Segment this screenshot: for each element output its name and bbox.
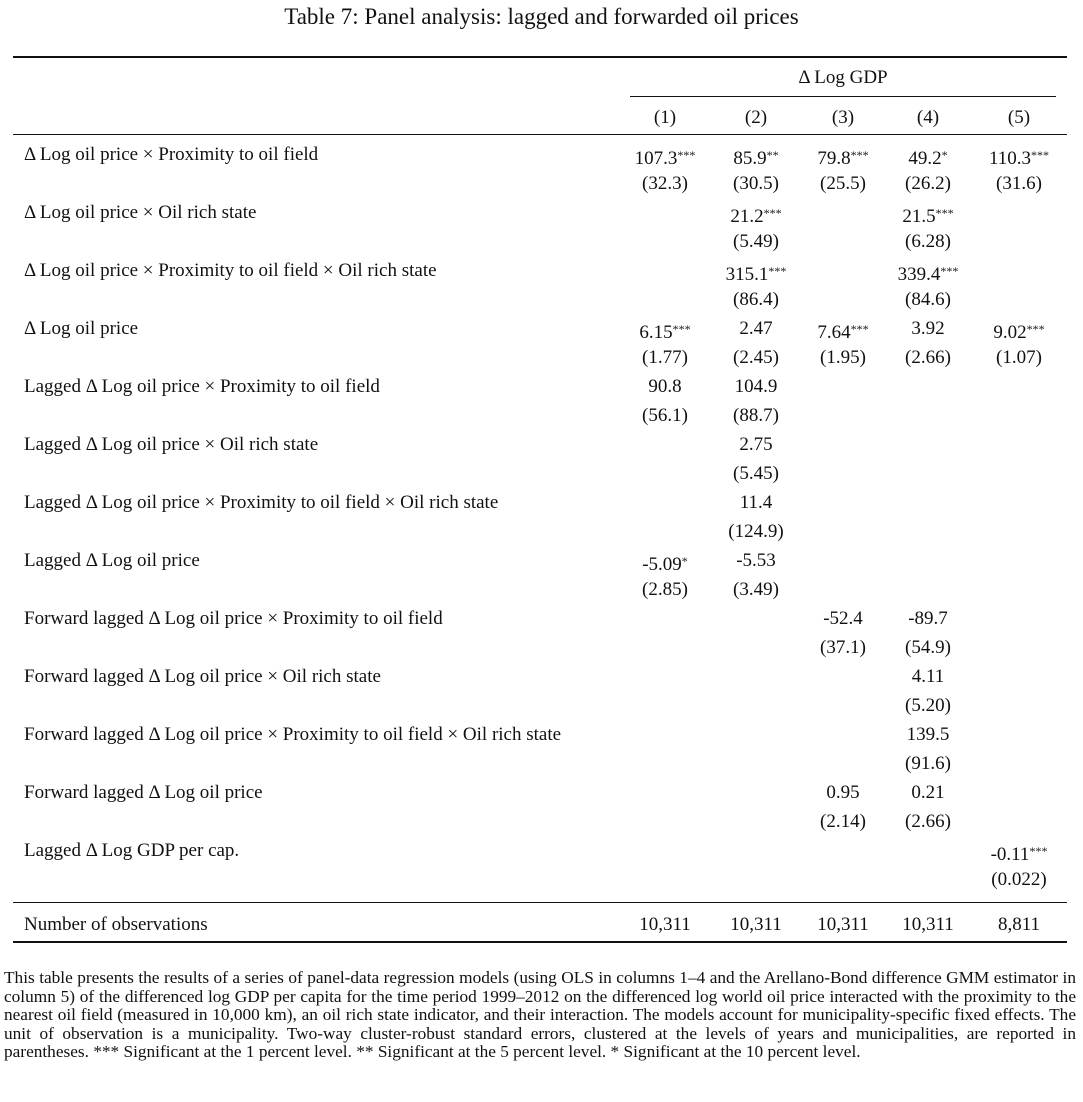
coefficient-cell: 315.1*** bbox=[725, 264, 787, 285]
coefficient-cell: 0.95 bbox=[826, 782, 860, 803]
standard-error-cell: (124.9) bbox=[728, 521, 784, 542]
row-label: Lagged Δ Log GDP per cap. bbox=[24, 840, 240, 861]
standard-error-cell: (2.45) bbox=[733, 347, 779, 368]
coefficient-row bbox=[0, 138, 1083, 167]
standard-error-cell: (25.5) bbox=[820, 173, 866, 194]
coefficient-row bbox=[0, 544, 1083, 573]
header-rule bbox=[13, 134, 1067, 135]
standard-error-row bbox=[0, 631, 1083, 660]
standard-error-row bbox=[0, 283, 1083, 312]
row-label: Forward lagged Δ Log oil price × Proximity to oil field × Oil rich state bbox=[24, 724, 562, 745]
coefficient-row bbox=[0, 776, 1083, 805]
standard-error-cell: (88.7) bbox=[733, 405, 779, 426]
column-header-5: (5) bbox=[1007, 107, 1031, 128]
coefficient-cell: -52.4 bbox=[823, 608, 863, 629]
standard-error-cell: (37.1) bbox=[820, 637, 866, 658]
standard-error-cell: (31.6) bbox=[996, 173, 1042, 194]
coefficient-cell: -0.11*** bbox=[990, 844, 1048, 865]
observations-value: 10,311 bbox=[817, 914, 869, 935]
coefficient-row bbox=[0, 196, 1083, 225]
standard-error-cell: (54.9) bbox=[905, 637, 951, 658]
standard-error-cell: (32.3) bbox=[642, 173, 688, 194]
standard-error-cell: (26.2) bbox=[905, 173, 951, 194]
row-label: Lagged Δ Log oil price × Proximity to oil field bbox=[24, 376, 380, 397]
row-label: Lagged Δ Log oil price × Oil rich state bbox=[24, 434, 319, 455]
coefficient-row bbox=[0, 312, 1083, 341]
standard-error-cell: (2.85) bbox=[642, 579, 688, 600]
standard-error-row bbox=[0, 457, 1083, 486]
coefficient-cell: 104.9 bbox=[734, 376, 778, 397]
coefficient-cell: 3.92 bbox=[911, 318, 945, 339]
row-label: Δ Log oil price × Proximity to oil field bbox=[24, 144, 319, 165]
coefficient-cell: 85.9** bbox=[733, 148, 779, 169]
coefficient-cell: 110.3*** bbox=[988, 148, 1050, 169]
standard-error-cell: (1.07) bbox=[996, 347, 1042, 368]
mid-rule bbox=[13, 902, 1067, 903]
coefficient-cell: 2.75 bbox=[739, 434, 773, 455]
coefficient-row bbox=[0, 370, 1083, 399]
coefficient-cell: 139.5 bbox=[906, 724, 950, 745]
coefficient-cell: 7.64*** bbox=[817, 322, 869, 343]
standard-error-row bbox=[0, 863, 1083, 892]
coefficient-cell: 21.2*** bbox=[730, 206, 782, 227]
standard-error-cell: (86.4) bbox=[733, 289, 779, 310]
coefficient-row bbox=[0, 834, 1083, 863]
coefficient-cell: 9.02*** bbox=[993, 322, 1045, 343]
coefficient-cell: 4.11 bbox=[911, 666, 945, 687]
standard-error-row bbox=[0, 225, 1083, 254]
coefficient-row bbox=[0, 602, 1083, 631]
table-caption: Table 7: Panel analysis: lagged and forwarded oil prices bbox=[284, 4, 799, 29]
table-body bbox=[0, 138, 1083, 892]
standard-error-row bbox=[0, 805, 1083, 834]
row-label: Δ Log oil price bbox=[24, 318, 139, 339]
observations-value: 10,311 bbox=[902, 914, 954, 935]
standard-error-row bbox=[0, 747, 1083, 776]
observations-value: 8,811 bbox=[997, 914, 1041, 935]
coefficient-cell: 21.5*** bbox=[902, 206, 954, 227]
coefficient-cell: 0.21 bbox=[911, 782, 945, 803]
row-label: Lagged Δ Log oil price × Proximity to oil field × Oil rich state bbox=[24, 492, 499, 513]
coefficient-cell: 107.3*** bbox=[634, 148, 696, 169]
standard-error-cell: (5.49) bbox=[733, 231, 779, 252]
coefficient-row bbox=[0, 254, 1083, 283]
coefficient-cell: -5.53 bbox=[736, 550, 776, 571]
observations-value: 10,311 bbox=[730, 914, 782, 935]
header-cmidrule bbox=[630, 96, 1056, 97]
table-notes: This table presents the results of a series of panel-data regression models (using OLS in columns 1–4 and the Arellano-Bond difference GMM estimator in column 5) of the differenced log GDP per capita for the time period 1999–2012 on the differenced log world oil price interacted with the proximity to the nearest oil field (measured in 10,000 km), an oil rich state indicator, and their interaction. The models account for municipality-specific fixed effects. The unit of observation is a municipality. Two-way cluster-robust standard errors, clustered at the levels of years and municipalities, are reported in parentheses. *** Significant at the 1 percent level. ** Significant at the 5 percent level. * Significant at the 10 percent level. bbox=[4, 968, 1076, 1061]
standard-error-cell: (56.1) bbox=[642, 405, 688, 426]
standard-error-cell: (5.20) bbox=[905, 695, 951, 716]
standard-error-cell: (1.77) bbox=[642, 347, 688, 368]
observations-value: 10,311 bbox=[639, 914, 691, 935]
coefficient-cell: 2.47 bbox=[739, 318, 773, 339]
coefficient-row bbox=[0, 428, 1083, 457]
standard-error-row bbox=[0, 399, 1083, 428]
coefficient-cell: 90.8 bbox=[648, 376, 682, 397]
standard-error-cell: (91.6) bbox=[905, 753, 951, 774]
column-header-3: (3) bbox=[831, 107, 855, 128]
dependent-variable-header: Δ Log GDP bbox=[798, 67, 888, 88]
row-label: Δ Log oil price × Proximity to oil field × Oil rich state bbox=[24, 260, 437, 281]
standard-error-cell: (30.5) bbox=[733, 173, 779, 194]
coefficient-cell: 6.15*** bbox=[639, 322, 691, 343]
standard-error-cell: (5.45) bbox=[733, 463, 779, 484]
standard-error-row bbox=[0, 167, 1083, 196]
coefficient-row bbox=[0, 486, 1083, 515]
row-label: Forward lagged Δ Log oil price bbox=[24, 782, 263, 803]
standard-error-cell: (1.95) bbox=[820, 347, 866, 368]
coefficient-cell: -89.7 bbox=[908, 608, 948, 629]
standard-error-row bbox=[0, 573, 1083, 602]
standard-error-cell: (2.66) bbox=[905, 811, 951, 832]
row-label: Forward lagged Δ Log oil price × Oil rich state bbox=[24, 666, 381, 687]
row-label: Forward lagged Δ Log oil price × Proximity to oil field bbox=[24, 608, 443, 629]
standard-error-row bbox=[0, 515, 1083, 544]
coefficient-cell: 49.2* bbox=[908, 148, 948, 169]
standard-error-cell: (0.022) bbox=[991, 869, 1047, 890]
row-label: Δ Log oil price × Oil rich state bbox=[24, 202, 257, 223]
row-label: Lagged Δ Log oil price bbox=[24, 550, 200, 571]
coefficient-cell: 79.8*** bbox=[817, 148, 869, 169]
coefficient-row bbox=[0, 718, 1083, 747]
column-header-1: (1) bbox=[653, 107, 677, 128]
observations-label: Number of observations bbox=[24, 914, 208, 935]
standard-error-row bbox=[0, 689, 1083, 718]
standard-error-cell: (2.66) bbox=[905, 347, 951, 368]
standard-error-cell: (3.49) bbox=[733, 579, 779, 600]
coefficient-row bbox=[0, 660, 1083, 689]
top-rule bbox=[13, 56, 1067, 58]
bottom-rule bbox=[13, 941, 1067, 943]
standard-error-cell: (84.6) bbox=[905, 289, 951, 310]
standard-error-cell: (6.28) bbox=[905, 231, 951, 252]
coefficient-cell: 11.4 bbox=[739, 492, 773, 513]
column-header-2: (2) bbox=[744, 107, 768, 128]
column-header-4: (4) bbox=[916, 107, 940, 128]
standard-error-cell: (2.14) bbox=[820, 811, 866, 832]
coefficient-cell: 339.4*** bbox=[897, 264, 959, 285]
standard-error-row bbox=[0, 341, 1083, 370]
observations-row bbox=[0, 908, 1083, 937]
coefficient-cell: -5.09* bbox=[642, 554, 688, 575]
